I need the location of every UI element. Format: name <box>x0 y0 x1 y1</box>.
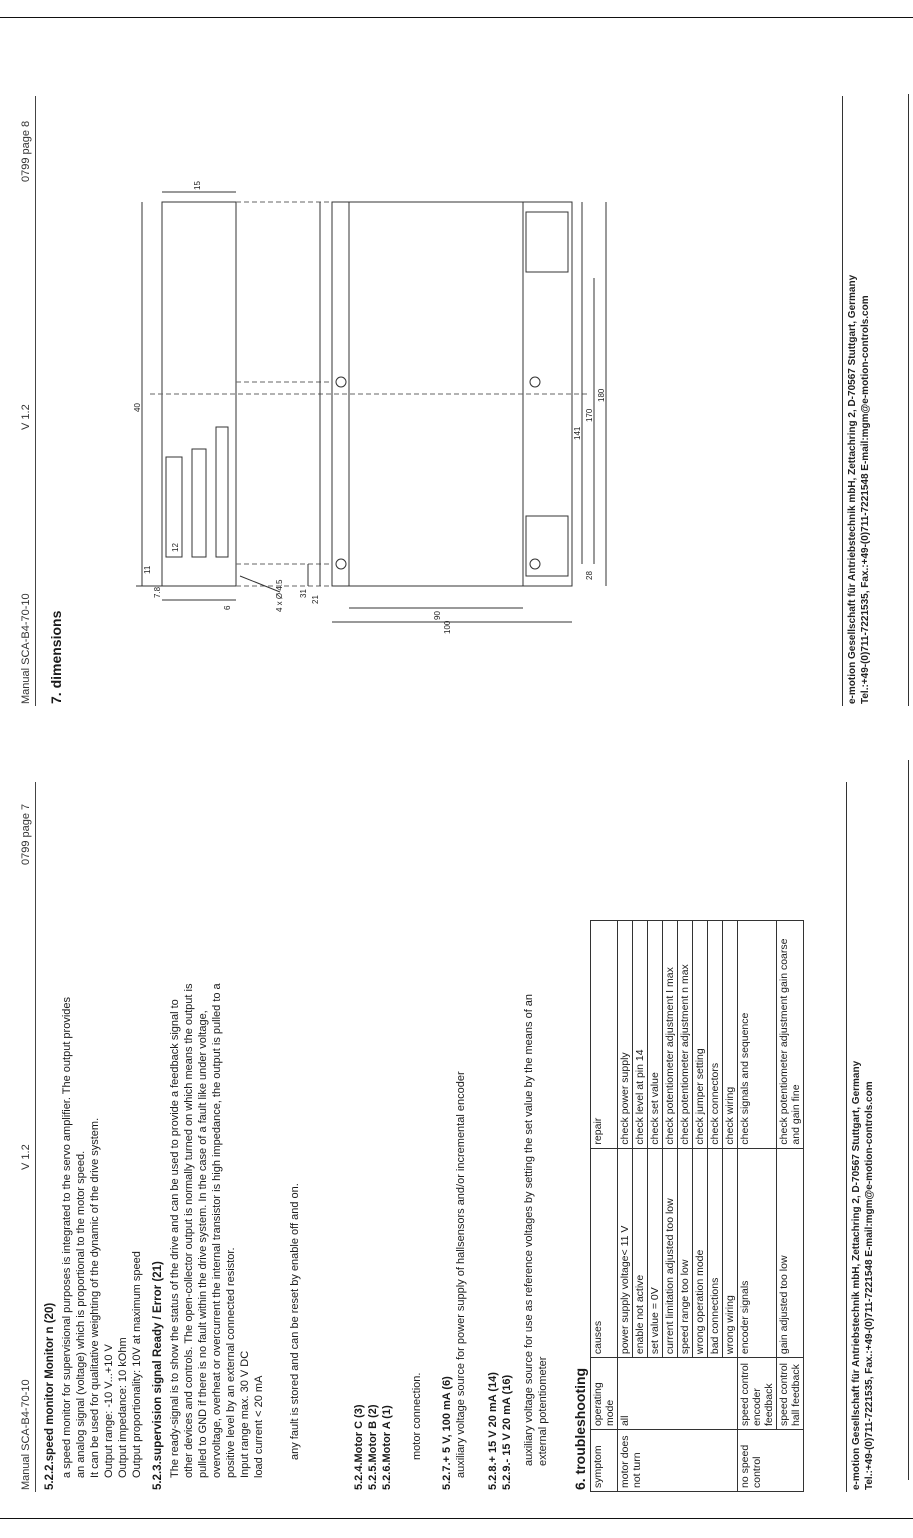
dim-label: 90 <box>433 611 442 620</box>
text-line: The ready-signal is to show the status of the drive and can be used to provide a feedback signal to <box>169 999 181 1478</box>
header-causes: causes <box>591 1148 618 1358</box>
minus-15v-title: 5.2.9.- 15 V 20 mA (16) <box>501 1374 513 1490</box>
cause-cell: gain adjusted too low <box>777 1148 804 1358</box>
footer-address: e-motion Gesellschaft für Antriebstechnik mbH, Zettachring 2, D-70567 Stuttgart, Germany <box>847 274 858 704</box>
cause-cell: wrong wiring <box>723 1148 738 1358</box>
page7-footer-rule <box>846 782 847 1492</box>
cause-cell: current limitation adjusted too low <box>663 1148 678 1358</box>
page8-number: 0799 page 8 <box>20 120 32 182</box>
page-7 <box>0 770 880 1500</box>
repair-cell: check potentiometer adjustment gain coarse and gain fine <box>777 921 804 1149</box>
page8-header-rule <box>35 96 36 706</box>
symptom-motor: motor does not turn <box>618 1430 738 1492</box>
text-line: other devices and controls. The open-collector output is normally turned on which means the output is <box>183 983 195 1478</box>
cause-cell: set value = 0V <box>648 1148 663 1358</box>
motor-c-title: 5.2.4.Motor C (3) <box>353 1404 365 1490</box>
section-5-2-8-text <box>522 994 550 1466</box>
section-5-2-7-title: 5.2.7.+ 5 V, 100 mA (6) <box>441 1376 453 1490</box>
motor-sections <box>352 1404 394 1490</box>
text-line: Input range max. 30 V DC <box>239 1350 251 1478</box>
cause-cell: wrong operation mode <box>693 1148 708 1358</box>
page7-footer <box>850 1061 876 1490</box>
text-line: It can be used for qualitative weighting of the dynamic of the drive system. <box>89 1117 101 1478</box>
troubleshooting-table <box>590 920 804 1492</box>
bottom-rule <box>0 1518 913 1519</box>
symptom-speed: no speed control <box>738 1430 804 1492</box>
text-line: auxiliary voltage source for use as reference voltages by setting the set value by the means of an <box>523 993 535 1466</box>
header-repair: repair <box>591 921 618 1149</box>
section-5-2-2-body <box>60 997 144 1478</box>
motor-a-title: 5.2.6.Motor A (1) <box>381 1405 393 1490</box>
repair-cell: check signals and sequence <box>738 921 777 1149</box>
dim-label: 4 x Ø 4.5 <box>275 579 284 612</box>
mode-cell: speed control hall feedback <box>777 1358 804 1430</box>
repair-cell: check potentiometer adjustment n max <box>678 921 693 1149</box>
footer-contact: Tel.:+49-(0)711-7221535, Fax.:+49-(0)711-7221548 E-mail:mgm@e-motion-controls.com <box>860 295 871 704</box>
motor-b-title: 5.2.5.Motor B (2) <box>367 1404 379 1490</box>
dim-label: 170 <box>585 408 594 422</box>
text-line: a speed monitor for supervisional purposes is integrated to the servo amplifier. The output provides <box>61 996 73 1478</box>
repair-cell: check connectors <box>708 921 723 1149</box>
dim-label: 12 <box>171 543 180 552</box>
text-line: Output range: -10 V...+10 V <box>103 1344 115 1478</box>
table-row <box>777 921 804 1492</box>
dim-label: 31 <box>299 589 308 598</box>
plus-15v-title: 5.2.8.+ 15 V 20 mA (14) <box>487 1372 499 1490</box>
page7-right-edge <box>908 760 909 1480</box>
table-row <box>738 921 777 1492</box>
dim-label: 180 <box>597 388 606 402</box>
repair-cell: check level at pin 14 <box>633 921 648 1149</box>
page7-version: V 1.2 <box>20 1144 32 1170</box>
text-line: external potentiometer <box>537 1356 549 1466</box>
page8-right-edge <box>908 94 909 706</box>
footer-address: e-motion Gesellschaft für Antriebstechnik mbH, Zettachring 2, D-70567 Stuttgart, Germany <box>851 1060 862 1490</box>
table-row <box>618 921 633 1492</box>
section-5-2-2-title: 5.2.2.speed monitor Monitor n (20) <box>44 1302 56 1490</box>
cause-cell: bad connections <box>708 1148 723 1358</box>
text-line: Output impedance: 10 kOhm <box>117 1337 129 1478</box>
motor-connection-note: motor connection. <box>411 1372 423 1460</box>
dim-label: 11 <box>143 565 152 574</box>
table-header-row <box>591 921 618 1492</box>
dim-label: 6 <box>223 605 232 610</box>
repair-cell: check potentiometer adjustment I max <box>663 921 678 1149</box>
troubleshooting-title: 6. troubleshooting <box>572 1367 588 1490</box>
dim-label: 15 <box>193 181 202 190</box>
text-line: load current < 20 mA <box>253 1375 265 1478</box>
mode-all: all <box>618 1358 738 1430</box>
fault-reset-note: any fault is stored and can be reset by enable off and on. <box>289 1183 301 1460</box>
page8-version: V 1.2 <box>20 404 32 430</box>
dim-label: 21 <box>311 595 320 604</box>
repair-cell: check jumper setting <box>693 921 708 1149</box>
cause-cell: enable not active <box>633 1148 648 1358</box>
dim-label: 40 <box>133 403 142 412</box>
dim-label: 100 <box>443 620 452 634</box>
cause-cell: encoder signals <box>738 1148 777 1358</box>
text-line: pulled to GND if there is no fault within the drive system. In the case of a fault like under voltage, <box>197 1010 209 1478</box>
repair-cell: check wiring <box>723 921 738 1149</box>
page-8 <box>0 92 880 712</box>
section-5-2-7-text: auxiliary voltage source for power supply of hallsensors and/or incremental encoder <box>455 1071 467 1478</box>
header-operating-mode: operating mode <box>591 1358 618 1430</box>
cause-cell: speed range too low <box>678 1148 693 1358</box>
top-rule <box>0 17 913 18</box>
text-line: Output proportionality: 10V at maximum speed <box>131 1251 143 1478</box>
repair-cell: check power supply <box>618 921 633 1149</box>
header-symptom: symptom <box>591 1430 618 1492</box>
section-5-2-8-titles <box>486 1372 514 1490</box>
dimensions-title: 7. dimensions <box>48 610 64 704</box>
text-line: overvoltage, overheat or overcurrent the internal transistor is high impedance, the output is pulled to a <box>211 983 223 1478</box>
page8-footer <box>846 275 872 704</box>
dim-label: 7.8 <box>153 586 162 598</box>
page8-footer-rule <box>842 96 843 706</box>
section-5-2-3-body <box>168 983 266 1478</box>
dim-label: 141 <box>573 426 582 440</box>
text-line: positive level by an external connected resistor. <box>225 1247 237 1478</box>
dimension-drawing <box>70 112 630 712</box>
repair-cell: check set value <box>648 921 663 1149</box>
dim-label: 28 <box>585 571 594 580</box>
page7-header-rule <box>35 782 36 1492</box>
footer-contact: Tel.:+49-(0)711-7221535, Fax.:+49-(0)711-7221548 E-mail:mgm@e-motion-controls.com <box>864 1081 875 1490</box>
page7-number: 0799 page 7 <box>20 803 32 865</box>
cause-cell: power supply voltage< 11 V <box>618 1148 633 1358</box>
mode-cell: speed control encoder feedback <box>738 1358 777 1430</box>
page8-manual-id: Manual SCA-B4-70-10 <box>20 593 32 704</box>
text-line: an analog signal (voltage) which is proportional to the motor speed. <box>75 1150 87 1478</box>
section-5-2-3-title: 5.2.3.supervision signal Ready / Error (21) <box>152 1261 164 1490</box>
page7-manual-id: Manual SCA-B4-70-10 <box>20 1379 32 1490</box>
